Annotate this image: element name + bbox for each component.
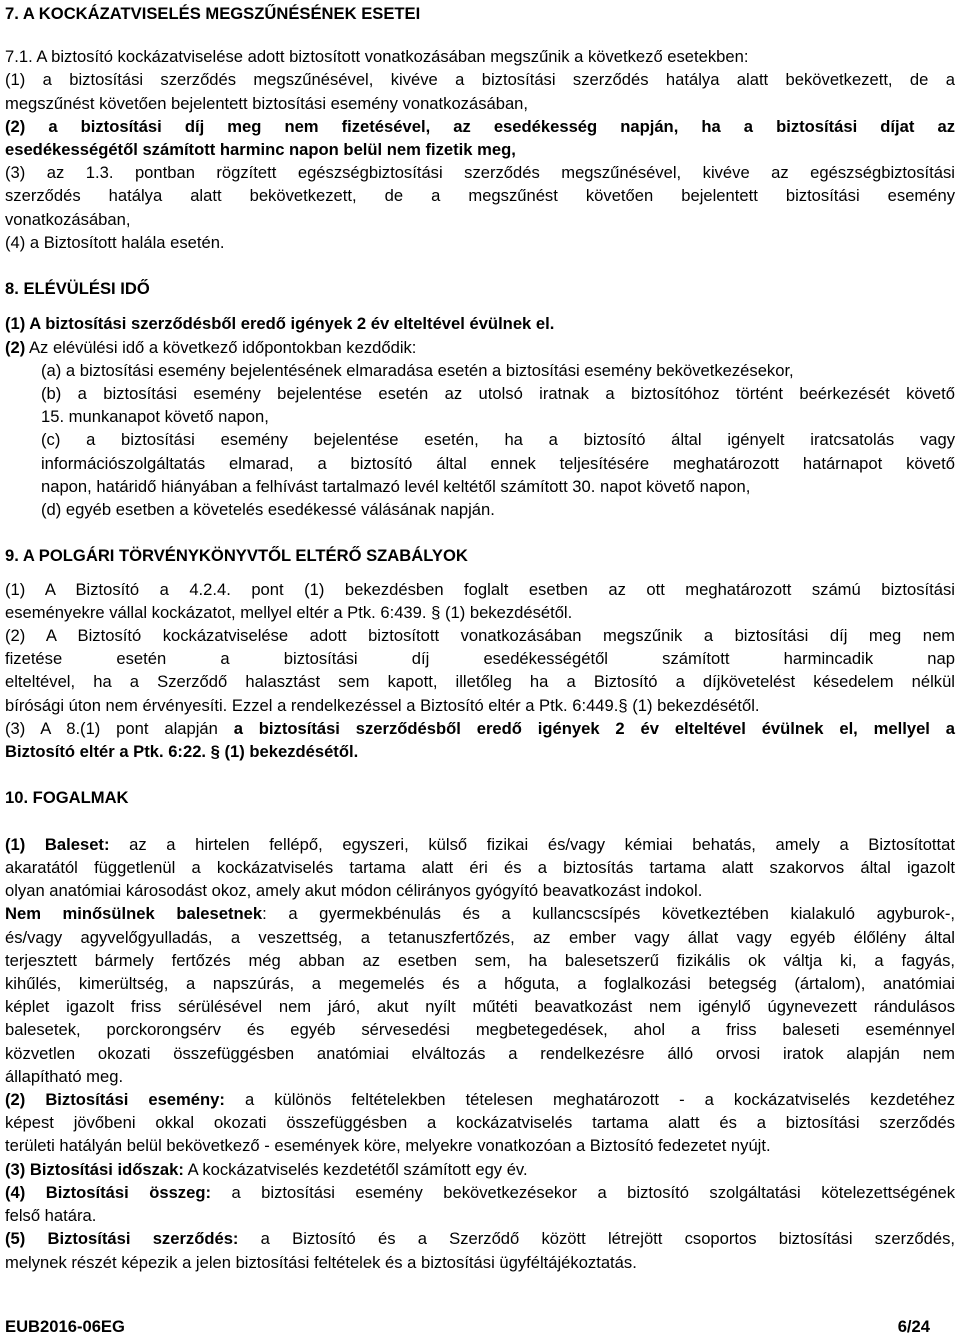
s7-line-bold: esedékességétől számított harminc napon belül nem fizetik meg, [5,140,516,160]
s10-line: területi hatályán belül bekövetkező - események köre, melyekre vonatkozóan a Biztosító fedezetet nyújt. [5,1136,771,1156]
s8-item-d: (d) egyéb esetben a követelés esedékessé válásának napján. [41,500,495,520]
s9-text: (3) A 8.(1) pont alapján [5,718,234,738]
s10-line: terjesztett bármely fertőzés még abban az esetben sem, ha balesetszerű fizikális ok váltja ki, a fagyás, [5,950,955,970]
term-text: a Biztosító és a Szerződő között létrejött csoportos biztosítási szerződés, [238,1229,955,1249]
s9-line: eseményekre vállal kockázatot, mellyel eltér a Ptk. 6:439. § (1) bekezdésétől. [5,602,573,622]
s8-item-c: napon, határidő hiányában a felhívást tartalmazó levél keltétől számított 30. napot követő napon, [41,476,751,496]
s9-line: fizetése esetén a biztosítási díj esedékességétől számított harmincadik nap [5,649,955,669]
s9-line [5,717,955,740]
s9-line: bírósági úton nem érvényesíti. Ezzel a rendelkezéssel a Biztosító eltér a Ptk. 6:449.§ (1) bekezdésétől. [5,695,760,715]
term-label: Nem minősülnek balesetnek [5,904,263,924]
s8-item-b: 15. munkanapot követő napon, [41,407,269,427]
s8-line [5,336,955,359]
s10-line: akaratától függetlenül a kockázatviselés tartama alatt éri és a biztosítás tartama alatt szakorvos által igazolt [5,858,955,878]
term-label: (3) Biztosítási időszak: [5,1159,184,1179]
term-text: : a gyermekbénulás és a kullancscsípés következtében kialakuló agyburok-, [262,904,955,924]
page-number: 6/24 [897,1317,930,1336]
page-footer [5,1317,930,1337]
s7-line-bold: (2) a biztosítási díj meg nem fizetésével, az esedékesség napján, ha a biztosítási díjat az [5,116,955,136]
term-text: az a hirtelen fellépő, egyszeri, külső fizikai és/vagy kémiai behatás, amely a Biztosítottat [109,834,955,854]
s7-line: szerződés hatálya alatt bekövetkezett, de a megszűnést követően bejelentett biztosítási esemény [5,186,955,206]
s7-line: vonatkozásában, [5,209,131,229]
s9-line-bold: Biztosító eltér a Ptk. 6:22. § (1) bekezdésétől. [5,742,359,762]
s8-num: (2) [5,337,26,357]
term-label: (5) Biztosítási szerződés: [5,1229,239,1249]
s10-line: kihűlés, kimerültség, a napszúrás, a megemelés és a hőguta, a foglalkozási betegség (ártalom), anatómiai [5,974,955,994]
s9-line: (1) A Biztosító a 4.2.4. pont (1) bekezdésben foglalt esetben az ott meghatározott számú biztosítási [5,579,955,599]
s10-line [5,1227,955,1250]
s7-line: megszűnést követően bejelentett biztosítási esemény vonatkozásában, [5,93,529,113]
document-body [5,2,955,1274]
s10-line: melynek részét képezik a jelen biztosítási feltételek és a biztosítási ügyféltájékoztatás. [5,1252,637,1272]
term-text: a különös feltételekben tételesen meghatározott - a kockázatviselés kezdetéhez [224,1090,956,1110]
s8-text: Az elévülési idő a következő időpontokban kezdődik: [25,337,417,357]
s7-line: 7.1. A biztosító kockázatviselése adott biztosított vonatkozásában megszűnik a következő esetekben: [5,47,749,67]
term-label: (4) Biztosítási összeg: [5,1182,211,1202]
s10-line: felső határa. [5,1206,97,1226]
s9-line: (2) A Biztosító kockázatviselése adott biztosított vonatkozásában megszűnik a biztosítási díj meg nem [5,626,955,646]
s7-line: (3) az 1.3. pontban rögzített egészségbiztosítási szerződés megszűnésével, kivéve az egészségbiztosítási [5,163,955,183]
term-label: (2) Biztosítási esemény: [5,1090,225,1110]
s10-line: balesetek, porckorongsérv és egyéb sérvesedési megbetegedések, ahol a friss baleseti eseménnyel [5,1020,955,1040]
term-label: (1) Baleset: [5,834,110,854]
s7-line: (1) a biztosítási szerződés megszűnésével, kivéve a biztosítási szerződés hatálya alatt bekövetkezett, de a [5,70,955,90]
section-9-heading: 9. A POLGÁRI TÖRVÉNYKÖNYVTŐL ELTÉRŐ SZABÁLYOK [5,546,468,566]
s10-line: és/vagy agyvelőgyulladás, a veszettség, a tetanuszfertőzés, az ember vagy állat vagy egyéb élőlény által [5,927,955,947]
s9-text-bold: a biztosítási szerződésből eredő igények 2 év elteltével évülnek el, mellyel a [233,718,955,738]
s10-line: közvetlen okozati összefüggésben anatómiai elváltozás a rendelkezésre álló orvosi iratok alapján nem [5,1043,955,1063]
section-8-heading: 8. ELÉVÜLÉSI IDŐ [5,279,150,299]
s8-item-b: (b) a biztosítási esemény bejelentése esetén az utolsó iratnak a biztosítóhoz történt beérkezését követő [41,384,955,404]
s10-line: képlet igazolt friss sérülésével nem járó, akut nyílt műtéti beavatkozást nem igénylő úgynevezett rándulásos [5,997,955,1017]
s9-line: elteltével, ha a Szerződő halasztást sem kapott, illetőleg ha a Biztosító a díjkövetelést késedelem nélkül [5,672,955,692]
s10-line [5,902,955,925]
document-code: EUB2016-06EG [5,1317,125,1336]
section-7-heading: 7. A KOCKÁZATVISELÉS MEGSZŰNÉSÉNEK ESETEI [5,4,421,23]
s8-item-c: (c) a biztosítási esemény bejelentése esetén, ha a biztosító által igényelt iratcsatolás vagy [41,430,955,450]
term-text: A kockázatviselés kezdetétől számított egy év. [183,1159,528,1179]
s10-line [5,833,955,856]
s8-item-a: (a) a biztosítási esemény bejelentésének elmaradása esetén a biztosítási esemény bekövetkezésekor, [41,360,794,380]
s10-line [5,1158,955,1181]
s8-line-bold: (1) A biztosítási szerződésből eredő igények 2 év elteltével évülnek el. [5,314,555,334]
term-text: a biztosítási esemény bekövetkezésekor a biztosító szolgáltatási kötelezettségének [211,1182,955,1202]
s10-line: képest jövőbeni okkal okozati összefüggésben a kockázatviselés tartama alatt és a biztosítási szerződés [5,1113,955,1133]
s8-item-c: információszolgáltatás elmarad, a biztosító által ennek teljesítésére meghatározott határnapot követő [41,453,955,473]
section-10-heading: 10. FOGALMAK [5,788,129,808]
s10-line: olyan anatómiai károsodást okoz, amely akut módon célirányos gyógyító beavatkozást indokol. [5,881,703,901]
s10-line [5,1181,955,1204]
s7-line: (4) a Biztosított halála esetén. [5,232,225,252]
s10-line [5,1088,955,1111]
s10-line: állapítható meg. [5,1066,124,1086]
